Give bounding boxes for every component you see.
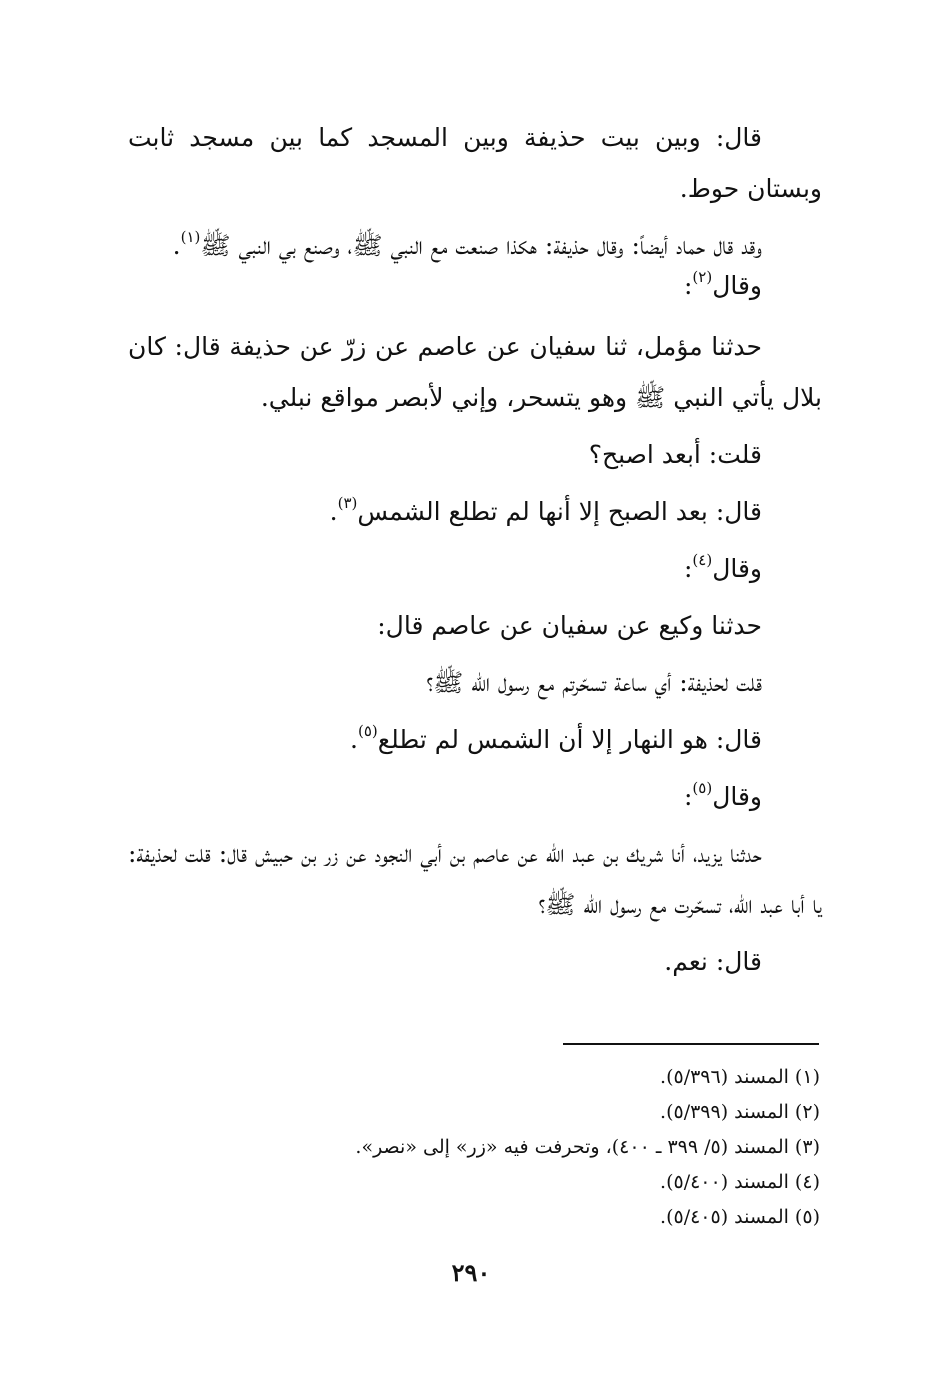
paragraph-5 — [128, 429, 822, 480]
footnote-divider — [563, 1043, 819, 1045]
paragraph-text: وقال — [712, 554, 762, 583]
footnotes — [120, 1060, 820, 1235]
footnote-marker: (٢) — [692, 268, 713, 286]
paragraph-8 — [128, 600, 822, 651]
paragraph-tail: : — [683, 271, 693, 300]
footnote-5: (٥) المسند (٥/٤٠٥). — [660, 1206, 820, 1228]
paragraph-text: قال: وبين بيت حذيفة وبين المسجد كما بين مسجد ثابت وبستان حوط. — [128, 123, 822, 203]
paragraph-4 — [128, 321, 822, 423]
footnote-marker: (٣) — [337, 494, 358, 512]
paragraph-text: وقد قال حماد أيضاً: وقال حذيفة: هكذا صنعت مع النبي ﷺ، وصنع بي النبي ﷺ — [200, 231, 762, 260]
footnote-marker: (٤) — [692, 551, 713, 569]
footnote-marker: (٥) — [358, 722, 378, 740]
paragraph-tail: . — [172, 231, 181, 260]
footnote-marker: (١) — [180, 228, 201, 246]
paragraph-10 — [128, 714, 822, 765]
paragraph-tail: : — [683, 554, 693, 583]
paragraph-9 — [128, 657, 822, 708]
paragraph-text: قال: هو النهار إلا أن الشمس لم تطلع — [377, 725, 762, 754]
paragraph-text: وقال — [712, 271, 762, 300]
paragraph-tail: : — [683, 782, 693, 811]
paragraph-text: قال: نعم. — [664, 947, 762, 976]
paragraph-text: قال: بعد الصبح إلا أنها لم تطلع الشمس — [357, 497, 762, 526]
paragraph-tail: . — [329, 497, 338, 526]
footnote-3: (٣) المسند (٥/ ٣٩٩ ـ ٤٠٠)، وتحرفت فيه «زر» إلى «نصر». — [355, 1136, 820, 1158]
page-number: ٢٩٠ — [451, 1258, 491, 1287]
paragraph-13 — [128, 936, 822, 987]
paragraph-text: قلت: أبعد اصبح؟ — [588, 440, 762, 469]
footnote-4: (٤) المسند (٥/٤٠٠). — [660, 1171, 820, 1193]
paragraph-tail: . — [350, 725, 358, 754]
paragraph-12 — [128, 828, 822, 930]
paragraph-2 — [128, 220, 822, 271]
paragraph-text: حدثنا يزيد، أنا شريك بن عبد الله عن عاصم بن أبي النجود عن زر بن حبيش قال: قلت لحذيفة: يا أبا عبد الله، تسحّرت مع رسول الله ﷺ؟ — [128, 839, 822, 919]
paragraph-7 — [128, 543, 822, 594]
footnote-1: (١) المسند (٥/٣٩٦). — [660, 1066, 820, 1088]
footnote-marker: (٥) — [692, 779, 713, 797]
paragraph-6 — [128, 486, 822, 537]
paragraph-3 — [128, 268, 822, 301]
paragraph-text: حدثنا وكيع عن سفيان عن عاصم قال: — [377, 611, 762, 640]
paragraph-text: قلت لحذيفة: أي ساعة تسحّرتم مع رسول الله ﷺ؟ — [426, 668, 762, 697]
paragraph-11 — [128, 771, 822, 822]
paragraph-text: حدثنا مؤمل، ثنا سفيان عن عاصم عن زرّ عن حذيفة قال: كان بلال يأتي النبي ﷺ وهو يتسحر، وإني لأبصر مواقع نبلي. — [128, 332, 822, 412]
paragraph-text: وقال — [712, 782, 762, 811]
paragraph-1 — [128, 112, 822, 214]
main-text — [128, 112, 822, 987]
footnote-2: (٢) المسند (٥/٣٩٩). — [660, 1101, 820, 1123]
